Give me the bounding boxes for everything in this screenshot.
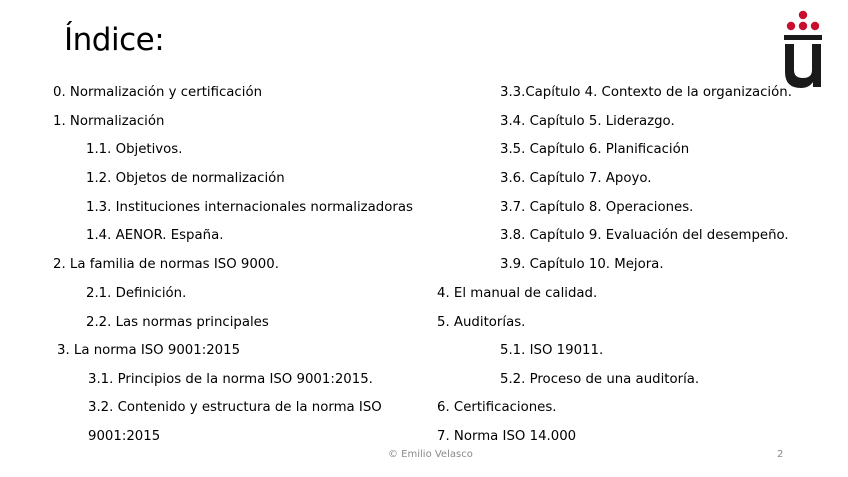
logo-dot-left xyxy=(787,22,795,30)
toc-item: 3.2. Contenido y estructura de la norma ISO xyxy=(88,400,382,415)
university-logo xyxy=(780,10,826,90)
toc-item: 3.4. Capítulo 5. Liderazgo. xyxy=(500,114,675,129)
logo-dot-top xyxy=(799,11,807,19)
page-number: 2 xyxy=(777,449,784,460)
toc-item: 1.4. AENOR. España. xyxy=(86,228,224,243)
footer-author: © Emilio Velasco xyxy=(388,449,473,460)
logo-dot-center xyxy=(799,22,807,30)
toc-item: 3.8. Capítulo 9. Evaluación del desempeño. xyxy=(500,228,789,243)
toc-item: 7. Norma ISO 14.000 xyxy=(437,429,577,444)
toc-item: 1.3. Instituciones internacionales normalizadoras xyxy=(86,200,413,215)
toc-item: 3.5. Capítulo 6. Planificación xyxy=(500,142,690,157)
toc-item: 1. Normalización xyxy=(53,114,165,129)
toc-item: 1.2. Objetos de normalización xyxy=(86,171,285,186)
toc-item: 3.9. Capítulo 10. Mejora. xyxy=(500,257,664,272)
toc-item: 2.1. Definición. xyxy=(86,286,187,301)
slide-title: Índice: xyxy=(64,22,165,58)
toc-item: 2. La familia de normas ISO 9000. xyxy=(53,257,279,272)
toc-item: 5.1. ISO 19011. xyxy=(500,343,604,358)
toc-item: 9001:2015 xyxy=(88,429,161,444)
toc-item: 3.1. Principios de la norma ISO 9001:2015. xyxy=(88,372,373,387)
toc-item: 6. Certificaciones. xyxy=(437,400,557,415)
logo-u-letter xyxy=(785,44,821,88)
toc-item: 3.6. Capítulo 7. Apoyo. xyxy=(500,171,652,186)
logo-dot-right xyxy=(811,22,819,30)
toc-item: 5. Auditorías. xyxy=(437,315,526,330)
toc-item: 0. Normalización y certificación xyxy=(53,85,263,100)
toc-item: 2.2. Las normas principales xyxy=(86,315,269,330)
toc-item: 4. El manual de calidad. xyxy=(437,286,598,301)
toc-item: 3.3.Capítulo 4. Contexto de la organización. xyxy=(500,85,792,100)
toc-item: 5.2. Proceso de una auditoría. xyxy=(500,372,700,387)
toc-item: 1.1. Objetivos. xyxy=(86,142,183,157)
toc-item: 3.7. Capítulo 8. Operaciones. xyxy=(500,200,694,215)
logo-bar xyxy=(784,35,822,40)
toc-item: 3. La norma ISO 9001:2015 xyxy=(57,343,241,358)
